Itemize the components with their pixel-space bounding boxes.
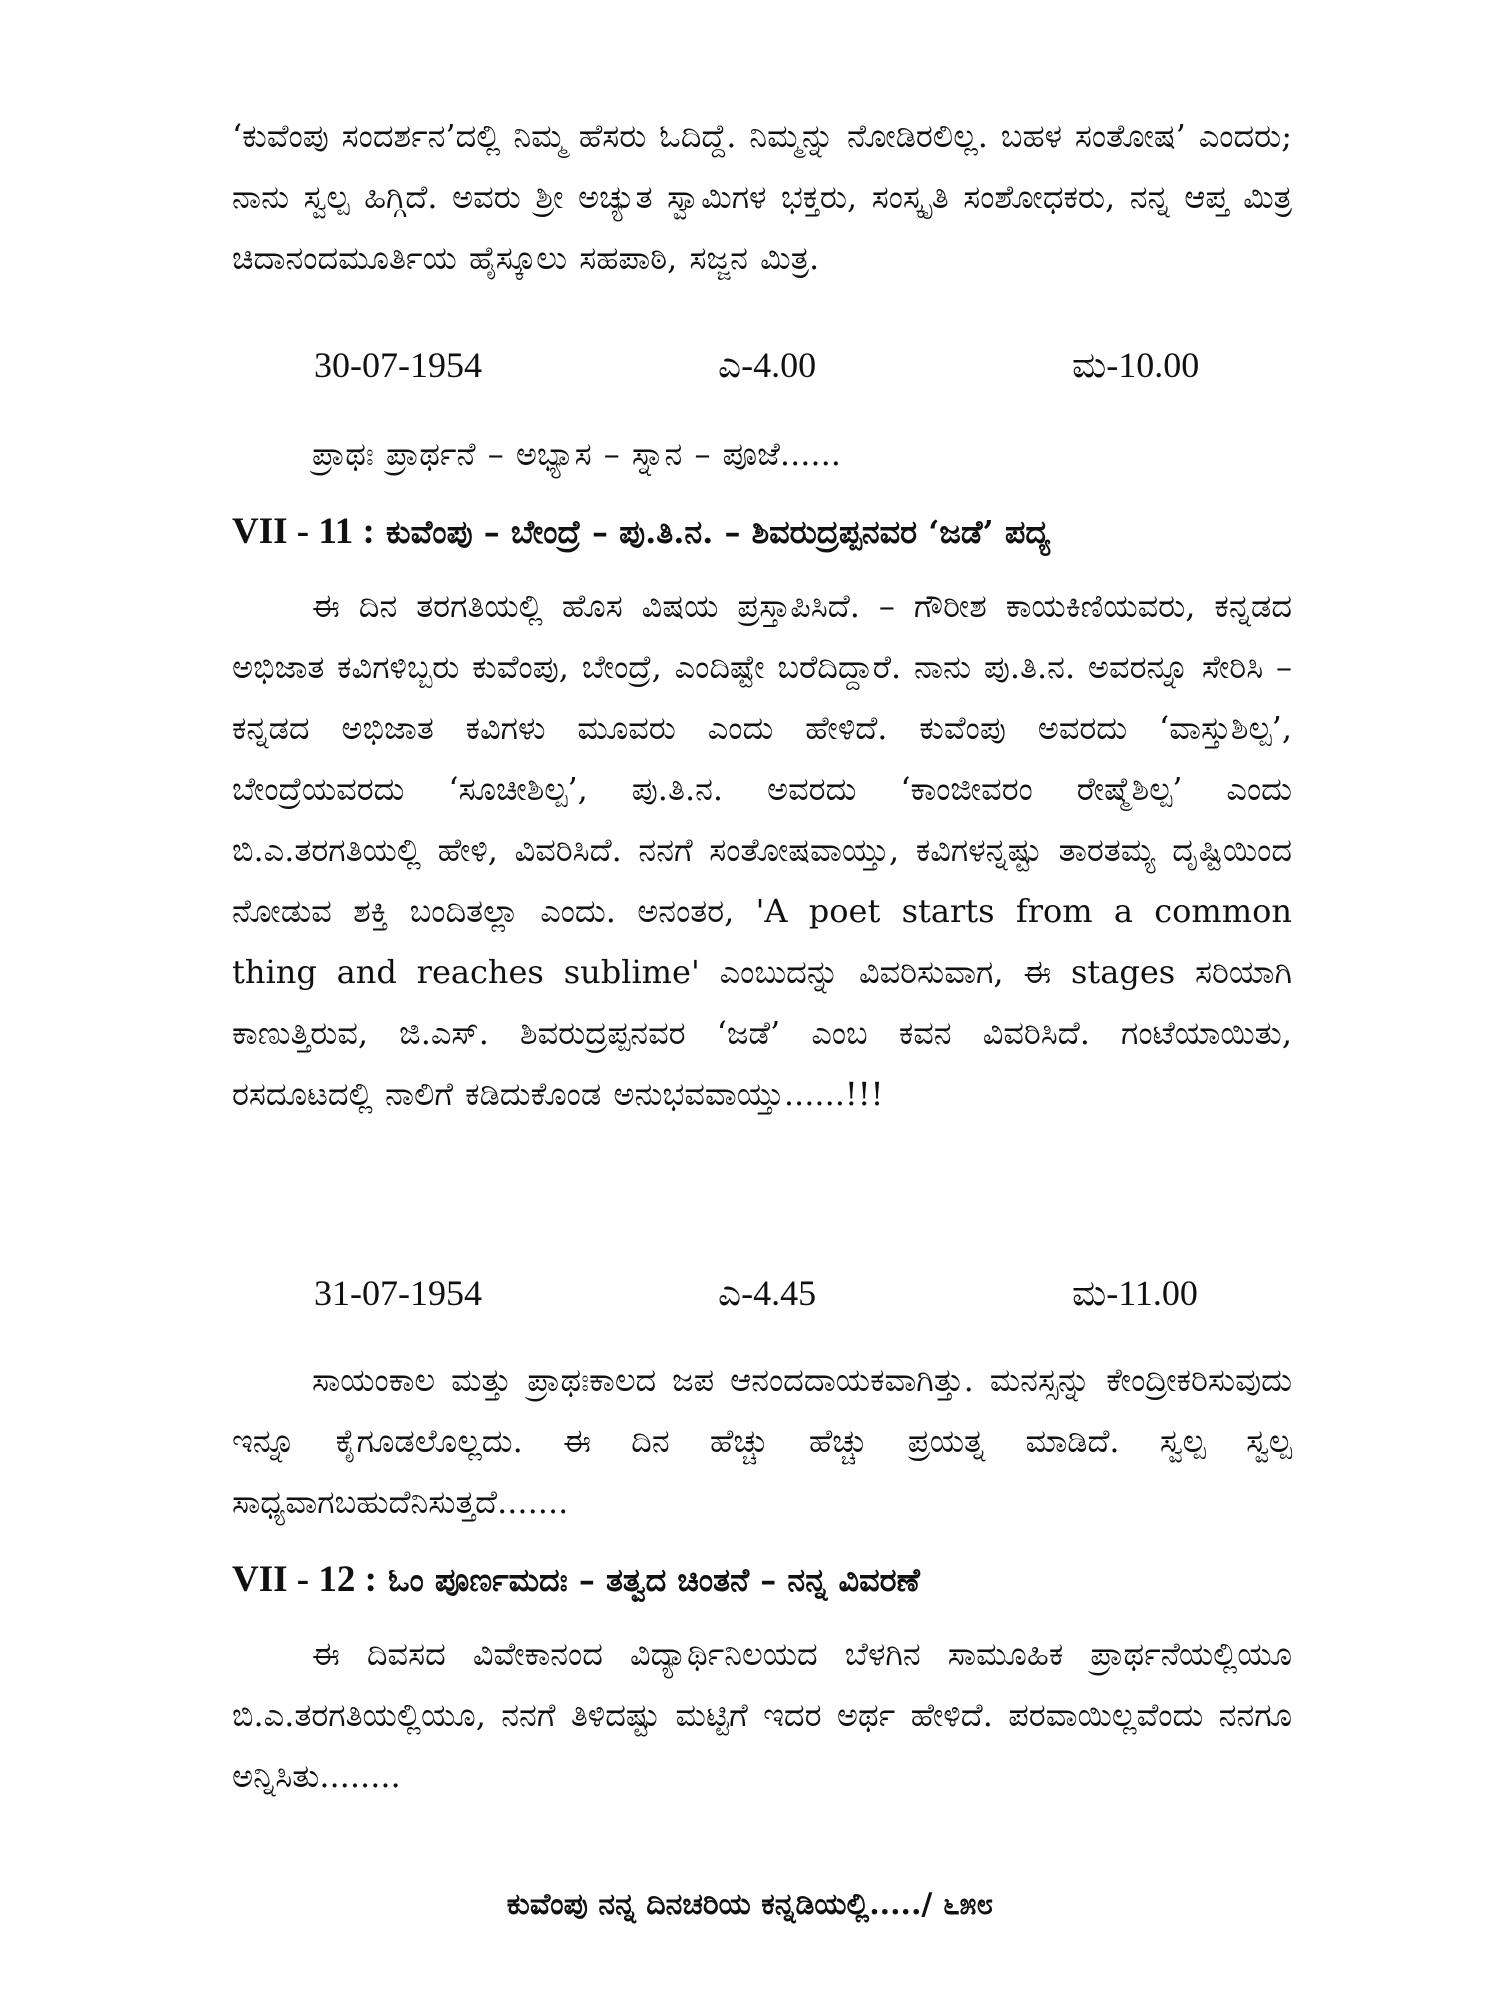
entry-sleep-time: ಮ-11.00 xyxy=(1072,1273,1198,1313)
entry-date: 31-07-1954 xyxy=(314,1273,482,1313)
routine-paragraph: ಪ್ರಾಥಃ ಪ್ರಾರ್ಥನೆ – ಅಭ್ಯಾಸ – ಸ್ನಾನ – ಪೂಜೆ...... xyxy=(312,435,841,473)
running-footer: ಕುವೆಂಪು ನನ್ನ ದಿನಚರಿಯ ಕನ್ನಡಿಯಲ್ಲಿ...../ ೬೫೮ xyxy=(506,1887,994,1922)
intro-paragraph: ‘ಕುವೆಂಪು ಸಂದರ್ಶನ’ದಲ್ಲಿ ನಿಮ್ಮ ಹೆಸರು ಓದಿದ್ದೆ. ನಿಮ್ಮನ್ನು ನೋಡಿರಲಿಲ್ಲ. ಬಹಳ ಸಂತೋಷ’ ಎಂದರು; ನಾನು ಸ್ವಲ್ಪ ಹಿಗ್ಗಿದೆ. ಅವರು ಶ್ರೀ ಅಚ್ಯುತ ಸ್ವಾಮಿಗಳ ಭಕ್ತರು, ಸಂಸ್ಕೃತಿ ಸಂಶೋಧಕರು, ನನ್ನ ಆಪ್ತ ಮಿತ್ರ ಚಿದಾನಂದಮೂರ್ತಿಯ ಹೈಸ್ಕೂಲು ಸಹಪಾಠಿ, ಸಜ್ಜನ ಮಿತ್ರ. xyxy=(232,117,1292,277)
section-title: ಕುವೆಂಪು – ಬೇಂದ್ರೆ – ಪು.ತಿ.ನ. – ಶಿವರುದ್ರಪ್ಪನವರ ‘ಜಡೆ’ ಪದ್ಯ xyxy=(386,513,1051,551)
section-vii-12-body: ಈ ದಿವಸದ ವಿವೇಕಾನಂದ ವಿದ್ಯಾರ್ಥಿನಿಲಯದ ಬೆಳಗಿನ ಸಾಮೂಹಿಕ ಪ್ರಾರ್ಥನೆಯಲ್ಲಿಯೂ ಬಿ.ಎ.ತರಗತಿಯಲ್ಲಿಯೂ, ನನಗೆ ತಿಳಿದಷ್ಟು ಮಟ್ಟಿಗೆ ಇದರ ಅರ್ಥ ಹೇಳಿದೆ. ಪರವಾಯಿಲ್ಲವೆಂದು ನನಗೂ ಅನ್ನಿಸಿತು........ xyxy=(232,1635,1292,1795)
entry-sleep-time: ಮ-10.00 xyxy=(1072,345,1200,385)
section-vii-11-body: ಈ ದಿನ ತರಗತಿಯಲ್ಲಿ ಹೊಸ ವಿಷಯ ಪ್ರಸ್ತಾಪಿಸಿದೆ. – ಗೌರೀಶ ಕಾಯಕಿಣಿಯವರು, ಕನ್ನಡದ ಅಭಿಜಾತ ಕವಿಗಳಿಬ್ಬರು ಕುವೆಂಪು, ಬೇಂದ್ರೆ, ಎಂದಿಷ್ಟೇ ಬರೆದಿದ್ದಾರೆ. ನಾನು ಪು.ತಿ.ನ. ಅವರನ್ನೂ ಸೇರಿಸಿ – ಕನ್ನಡದ ಅಭಿಜಾತ ಕವಿಗಳು ಮೂವರು ಎಂದು ಹೇಳಿದೆ. ಕುವೆಂಪು ಅವರದು ‘ವಾಸ್ತುಶಿಲ್ಪ’, ಬೇಂದ್ರೆಯವರದು ‘ಸೂಚೀಶಿಲ್ಪ’, ಪು.ತಿ.ನ. ಅವರದು ‘ಕಾಂಜೀವರಂ ರೇಷ್ಮೆಶಿಲ್ಪ’ ಎಂದು ಬಿ.ಎ.ತರಗತಿಯಲ್ಲಿ ಹೇಳಿ, ವಿವರಿಸಿದೆ. ನನಗೆ ಸಂತೋಷವಾಯ್ತು, ಕವಿಗಳನ್ನಷ್ಟು ತಾರತಮ್ಯ ದೃಷ್ಟಿಯಿಂದ ನೋಡುವ ಶಕ್ತಿ ಬಂದಿತಲ್ಲಾ ಎಂದು. ಅನಂತರ, 'A poet starts from a common thing and reaches sublime' ಎಂಬುದನ್ನು ವಿವರಿಸುವಾಗ, ಈ stages ಸರಿಯಾಗಿ ಕಾಣುತ್ತಿರುವ, ಜಿ.ಎಸ್. ಶಿವರುದ್ರಪ್ಪನವರ ‘ಜಡೆ’ ಎಂಬ ಕವನ ವಿವರಿಸಿದೆ. ಗಂಟೆಯಾಯಿತು, ರಸದೂಟದಲ್ಲಿ ನಾಲಿಗೆ ಕಡಿದುಕೊಂಡ ಅನುಭವವಾಯ್ತು......!!! xyxy=(232,587,1292,1113)
section-title: ಓಂ ಪೂರ್ಣಮದಃ – ತತ್ವದ ಚಿಂತನೆ – ನನ್ನ ವಿವರಣೆ xyxy=(388,1561,920,1599)
section-number: VII - 12 : xyxy=(232,1559,377,1600)
diary-entry-row-1 xyxy=(314,340,1234,390)
entry-2-paragraph: ಸಾಯಂಕಾಲ ಮತ್ತು ಪ್ರಾಥಃಕಾಲದ ಜಪ ಆನಂದದಾಯಕವಾಗಿತ್ತು. ಮನಸ್ಸನ್ನು ಕೇಂದ್ರೀಕರಿಸುವುದು ಇನ್ನೂ ಕೈಗೂಡಲೊಲ್ಲದು. ಈ ದಿನ ಹೆಚ್ಚು ಹೆಚ್ಚು ಪ್ರಯತ್ನ ಮಾಡಿದೆ. ಸ್ವಲ್ಪ ಸ್ವಲ್ಪ ಸಾಧ್ಯವಾಗಬಹುದೆನಿಸುತ್ತದೆ....... xyxy=(232,1361,1292,1521)
entry-wake-time: ಎ-4.00 xyxy=(718,345,817,385)
entry-wake-time: ಎ-4.45 xyxy=(718,1273,817,1313)
diary-entry-row-2 xyxy=(314,1268,1234,1318)
section-number: VII - 11 : xyxy=(232,511,375,552)
section-heading-vii-12 xyxy=(232,1552,1312,1608)
section-heading-vii-11 xyxy=(232,504,1312,560)
entry-date: 30-07-1954 xyxy=(314,345,482,385)
